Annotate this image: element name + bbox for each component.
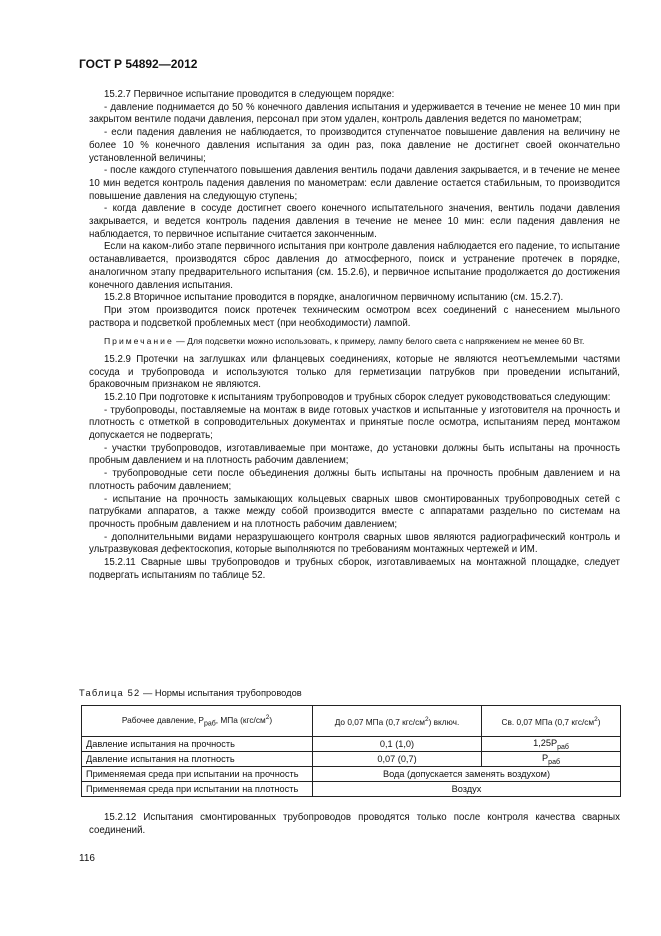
list-item: - трубопроводные сети после объединения должны быть испытаны на прочность пробным давлением и на плотность рабочим давлением; bbox=[89, 468, 620, 492]
note-text: — Для подсветки можно использовать, к примеру, лампу белого света с напряжением не менее 60 Вт. bbox=[173, 336, 585, 347]
page-number: 116 bbox=[79, 853, 95, 864]
document-header: ГОСТ Р 54892—2012 bbox=[79, 57, 198, 71]
table-row bbox=[82, 752, 621, 767]
table-row bbox=[82, 782, 621, 797]
row-value: 0,07 (0,7) bbox=[313, 752, 482, 767]
row-label: Давление испытания на прочность bbox=[82, 737, 313, 752]
after-table-text bbox=[89, 812, 620, 837]
list-item: - участки трубопроводов, изготавливаемые при монтаже, до установки должны быть испытаны на прочность пробным давлением и на плотность рабочим давлением; bbox=[89, 442, 620, 467]
para-15-2-8: 15.2.8 Вторичное испытание проводится в порядке, аналогичном первичному испытанию (см. 15.2.7). bbox=[104, 292, 564, 304]
para-15-2-10: 15.2.10 При подготовке к испытаниям трубопроводов и трубных сборок следует руководствоваться следующим: bbox=[104, 391, 611, 403]
para-15-2-9: 15.2.9 Протечки на заглушках или фланцевых соединениях, которые не являются неотъемлемыми частями сосуда и трубопровода и используются только для герметизации патрубков при проведении испытаний, браковочным признаком не являются. bbox=[89, 353, 620, 391]
list-item: - если падения давления не наблюдается, то производится ступенчатое повышение давления на величину не более 10 % конечного давления испытания за один раз, пока давление не достигнет своей окончательно установленной величины; bbox=[89, 127, 620, 164]
header-cell-up-to: До 0,07 МПа (0,7 кгс/$см^2$) включ. bbox=[313, 706, 482, 737]
header-cell-working-pressure: Рабочее давление, $P_{раб}$, МПа $(кгс/см^2)$ bbox=[82, 706, 313, 737]
para-15-2-12: 15.2.12 Испытания смонтированных трубопроводов проводятся только после контроля качества сварных соединений. bbox=[89, 812, 620, 836]
row-label: Применяемая среда при испытании на плотность bbox=[82, 782, 313, 797]
table-caption-label: Таблица 52 bbox=[79, 688, 141, 698]
note-label: Примечание bbox=[104, 336, 174, 347]
row-value: $P_{раб}$ bbox=[482, 752, 621, 767]
list-item: - когда давление в сосуде достигнет своего конечного испытательного значения, вентиль подачи давления закрывается, и ведется контроль падения давления в течение не менее 10 мин: если падения давления не наблюдается, то первичное испытание считается законченным. bbox=[89, 203, 620, 240]
paragraph: При этом производится поиск протечек техническим осмотром всех соединений с нанесением мыльного раствора и подсветкой проблемных мест (при необходимости) лампой. bbox=[89, 304, 620, 329]
note bbox=[89, 336, 620, 348]
list-item: - трубопроводы, поставляемые на монтаж в виде готовых участков и испытанные у изготовителя на прочность и плотность с отметкой в сопроводительных документах и принятые после осмотра, испытаниям перед монтажом допускается не подвергать; bbox=[89, 404, 620, 442]
header-cell-over: Св. 0,07 МПа (0,7 кгс/$см^2$) bbox=[482, 706, 621, 737]
row-value-merged: Воздух bbox=[313, 782, 621, 797]
row-label: Давление испытания на плотность bbox=[82, 752, 313, 767]
list-item: - после каждого ступенчатого повышения давления вентиль подачи давления закрывается, и в течение не менее 10 мин ведется контроль падения давления по манометрам: если давление остается стабильным, то производится повышение давления на следующую ступень; bbox=[89, 165, 620, 202]
row-label: Применяемая среда при испытании на прочность bbox=[82, 767, 313, 782]
para-15-2-7: 15.2.7 Первичное испытание проводится в следующем порядке: bbox=[104, 89, 395, 100]
table-header-row bbox=[82, 706, 621, 737]
para-15-2-11: 15.2.11 Сварные швы трубопроводов и трубных сборок, изготавливаемых на монтажной площадке, следует подвергать испытаниям по таблице 52. bbox=[89, 557, 620, 581]
row-value-merged: Вода (допускается заменять воздухом) bbox=[313, 767, 621, 782]
list-item: - испытание на прочность замыкающих кольцевых сварных швов смонтированных трубопроводных сетей с патрубками аппаратов, а также между собой производится вместе с аппаратами раздельно по системам на прочность пробным давлением и на плотность рабочим давлением; bbox=[89, 493, 620, 530]
list-item: - дополнительными видами неразрушающего контроля сварных швов являются радиографический контроль и ультразвуковая дефектоскопия, которые выполняются по требованиям монтажных чертежей и ИМ. bbox=[89, 531, 620, 556]
row-value: 0,1 (1,0) bbox=[313, 737, 482, 752]
main-text bbox=[89, 89, 620, 583]
paragraph: Если на каком-либо этапе первичного испытания при контроле давления наблюдается его падение, то испытание останавливается, производятся сброс давления до атмосферного, поиск и устранение протечек в порядке, аналогичном этапу предварительного испытания (см. 15.2.6), и первичное испытание продолжается до достижения конечного давления испытания. bbox=[89, 241, 620, 291]
row-value: $1,25P_{раб}$ bbox=[482, 737, 621, 752]
table-row bbox=[82, 767, 621, 782]
table-caption bbox=[79, 688, 302, 698]
table-caption-text: — Нормы испытания трубопроводов bbox=[140, 688, 302, 698]
list-item: - давление поднимается до 50 % конечного давления испытания и удерживается в течение не менее 10 мин при закрытом вентиле подачи давления, персонал при этом удален, контроль давления ведется по манометрам; bbox=[89, 101, 620, 126]
table-row bbox=[82, 737, 621, 752]
norms-table bbox=[81, 705, 621, 797]
